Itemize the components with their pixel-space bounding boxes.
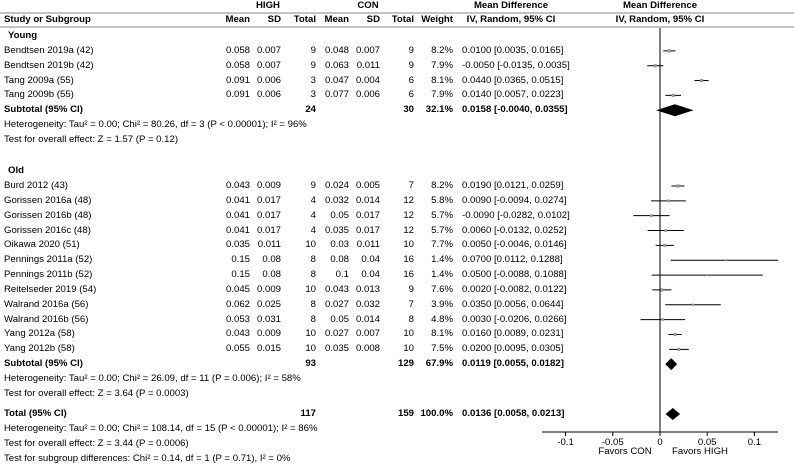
sd-con: 0.011 <box>356 239 380 251</box>
subgroup-heterogeneity: Heterogeneity: Tau² = 0.00; Chi² = 26.09, df = 11 (P = 0.006); I² = 58% <box>4 373 301 385</box>
study-point-marker <box>663 244 666 247</box>
mean-difference-ci: 0.0030 [-0.0206, 0.0266] <box>462 313 567 325</box>
sd-high: 0.006 <box>256 89 281 101</box>
study-point-marker <box>673 333 676 336</box>
weight-cell: 8.2% <box>431 44 453 56</box>
x-tick-label: -0.05 <box>601 437 624 448</box>
subtotal-total-con: 30 <box>403 104 414 116</box>
total-ci: 0.0136 [0.0058, 0.0213] <box>462 408 565 419</box>
mean-high: 0.091 <box>225 89 250 101</box>
total-con: 16 <box>403 254 414 266</box>
mean-con: 0.048 <box>324 44 349 56</box>
mean-con: 0.035 <box>324 224 349 236</box>
study-name: Yang 2012b (58) <box>4 343 75 355</box>
weight-cell: 1.4% <box>431 254 453 266</box>
subgroup-overall-effect: Test for overall effect: Z = 3.64 (P = 0.0003) <box>4 387 189 399</box>
total-n-con: 159 <box>397 408 414 419</box>
mean-high: 0.091 <box>225 74 250 86</box>
total-high: 8 <box>310 254 316 266</box>
total-con: 12 <box>403 224 414 236</box>
sd-con: 0.007 <box>355 44 380 56</box>
mean-con: 0.027 <box>324 328 349 340</box>
total-high: 9 <box>310 59 316 71</box>
weight-cell: 1.4% <box>431 269 453 281</box>
study-point-marker <box>660 288 663 291</box>
study-name: Tang 2009b (55) <box>4 89 74 101</box>
mean-con: 0.03 <box>330 239 349 251</box>
x-tick-label: 0.1 <box>747 437 762 448</box>
mean-difference-ci: 0.0500 [-0.0088, 0.1088] <box>462 269 567 281</box>
mean-high: 0.058 <box>225 59 250 71</box>
sd-con: 0.04 <box>361 254 380 266</box>
subtotal-label: Subtotal (95% CI) <box>4 358 83 370</box>
weight-cell: 7.6% <box>431 283 453 295</box>
header-total-con: Total <box>391 14 414 25</box>
subtotal-diamond <box>665 358 677 370</box>
sd-con: 0.007 <box>355 328 380 340</box>
sd-con: 0.017 <box>355 209 380 221</box>
total-con: 9 <box>408 283 414 295</box>
total-high: 8 <box>310 313 316 325</box>
study-name: Oikawa 2020 (51) <box>4 239 80 251</box>
favors-con-label: Favors CON <box>598 446 652 457</box>
total-weight: 100.0% <box>420 408 453 419</box>
mean-difference-ci: 0.0190 [0.0121, 0.0259] <box>462 179 564 191</box>
mean-high: 0.15 <box>231 254 250 266</box>
sd-con: 0.006 <box>355 89 380 101</box>
total-high: 9 <box>310 179 316 191</box>
mean-con: 0.047 <box>324 74 349 86</box>
mean-difference-ci: 0.0050 [-0.0046, 0.0146] <box>462 239 567 251</box>
weight-cell: 8.1% <box>431 328 453 340</box>
study-name: Yang 2012a (58) <box>4 328 75 340</box>
mean-difference-ci: 0.0100 [0.0035, 0.0165] <box>462 44 564 56</box>
mean-con: 0.077 <box>324 89 349 101</box>
mean-high: 0.058 <box>225 44 250 56</box>
x-tick-label: -0.1 <box>557 437 574 448</box>
sd-con: 0.004 <box>355 74 380 86</box>
sd-con: 0.005 <box>355 179 380 191</box>
sd-con: 0.032 <box>355 298 380 310</box>
weight-cell: 5.7% <box>431 224 453 236</box>
mean-difference-ci: 0.0090 [-0.0094, 0.0274] <box>462 194 567 206</box>
sd-high: 0.017 <box>256 209 281 221</box>
mean-con: 0.063 <box>324 59 349 71</box>
study-point-marker <box>692 304 694 306</box>
total-con: 10 <box>403 239 414 251</box>
weight-cell: 5.7% <box>431 209 453 221</box>
total-high: 4 <box>310 224 316 236</box>
sd-high: 0.031 <box>256 313 281 325</box>
total-high: 8 <box>310 269 316 281</box>
header-mean-con: Mean <box>324 14 349 25</box>
sd-high: 0.009 <box>256 179 281 191</box>
study-name: Bendtsen 2019a (42) <box>4 44 94 56</box>
subtotal-weight: 67.9% <box>425 358 453 370</box>
total-diamond <box>665 408 680 420</box>
mean-high: 0.053 <box>225 313 250 325</box>
total-con: 9 <box>408 59 414 71</box>
weight-cell: 3.9% <box>431 298 453 310</box>
sd-con: 0.013 <box>355 283 380 295</box>
mean-con: 0.035 <box>324 343 349 355</box>
weight-cell: 8.1% <box>431 74 453 86</box>
weight-cell: 8.2% <box>431 179 453 191</box>
study-name: Reitelseder 2019 (54) <box>4 283 97 295</box>
sd-high: 0.025 <box>256 298 281 310</box>
study-point-marker <box>677 348 680 351</box>
total-high: 4 <box>310 209 316 221</box>
total-high: 8 <box>310 298 316 310</box>
header-sd-high: SD <box>267 14 281 25</box>
study-name: Bendtsen 2019b (42) <box>4 59 94 71</box>
mean-difference-ci: 0.0060 [-0.0132, 0.0252] <box>462 224 567 236</box>
subtotal-ci: 0.0158 [-0.0040, 0.0355] <box>462 104 568 116</box>
sd-high: 0.015 <box>256 343 281 355</box>
sd-con: 0.017 <box>355 224 380 236</box>
total-con: 7 <box>408 179 414 191</box>
study-point-marker <box>700 79 703 82</box>
total-high: 10 <box>305 283 316 295</box>
total-high: 10 <box>305 328 316 340</box>
sd-con: 0.014 <box>355 313 380 325</box>
sd-con: 0.011 <box>356 59 380 71</box>
sd-high: 0.08 <box>262 269 281 281</box>
total-con: 6 <box>408 89 414 101</box>
subtotal-diamond <box>656 104 693 116</box>
subgroup-title: Old <box>8 165 24 177</box>
total-con: 12 <box>403 209 414 221</box>
mean-high: 0.035 <box>225 239 250 251</box>
header-plot-md-subtitle: IV, Random, 95% CI <box>615 14 705 25</box>
subtotal-total-high: 93 <box>305 358 316 370</box>
sd-con: 0.04 <box>361 269 380 281</box>
mean-con: 0.032 <box>324 194 349 206</box>
mean-difference-ci: 0.0700 [0.0112, 0.1288] <box>462 254 563 266</box>
sd-high: 0.011 <box>257 239 281 251</box>
header-mean-difference: Mean Difference <box>473 0 549 11</box>
study-point-marker <box>676 184 679 187</box>
study-point-marker <box>664 229 667 232</box>
mean-high: 0.041 <box>225 209 250 221</box>
mean-con: 0.027 <box>324 298 349 310</box>
mean-difference-ci: 0.0160 [0.0089, 0.0231] <box>462 328 564 340</box>
total-heterogeneity: Heterogeneity: Tau² = 0.00; Chi² = 108.14, df = 15 (P < 0.00001); I² = 86% <box>4 423 318 434</box>
mean-difference-ci: 0.0440 [0.0365, 0.0515] <box>462 74 564 86</box>
mean-high: 0.041 <box>225 194 250 206</box>
study-name: Tang 2009a (55) <box>4 74 74 86</box>
mean-con: 0.043 <box>324 283 349 295</box>
weight-cell: 5.8% <box>431 194 453 206</box>
total-high: 3 <box>310 89 316 101</box>
weight-cell: 4.8% <box>431 313 453 325</box>
header-study: Study or Subgroup <box>4 14 91 25</box>
weight-cell: 7.9% <box>431 89 453 101</box>
study-name: Burd 2012 (43) <box>4 179 68 191</box>
study-point-marker <box>668 49 671 52</box>
subtotal-ci: 0.0119 [0.0055, 0.0182] <box>462 358 564 370</box>
total-high: 4 <box>310 194 316 206</box>
header-group-con: CON <box>357 0 379 11</box>
subgroup-heterogeneity: Heterogeneity: Tau² = 0.00; Chi² = 80.26, df = 3 (P < 0.00001); I² = 96% <box>4 119 307 131</box>
mean-difference-ci: -0.0050 [-0.0135, 0.0035] <box>462 59 570 71</box>
study-point-marker <box>654 64 657 67</box>
subgroup-overall-effect: Test for overall effect: Z = 1.57 (P = 0.12) <box>4 133 179 145</box>
header-group-high: HIGH <box>256 0 280 11</box>
total-con: 10 <box>403 328 414 340</box>
weight-cell: 7.7% <box>431 239 453 251</box>
weight-cell: 7.5% <box>431 343 453 355</box>
mean-con: 0.05 <box>330 209 349 221</box>
sd-high: 0.007 <box>256 44 281 56</box>
total-high: 10 <box>305 343 316 355</box>
subgroup-differences-test: Test for subgroup differences: Chi² = 0.14, df = 1 (P = 0.71), I² = 0% <box>4 453 291 464</box>
study-name: Walrand 2016a (56) <box>4 298 89 310</box>
mean-difference-ci: 0.0200 [0.0095, 0.0305] <box>462 343 564 355</box>
study-point-marker <box>672 94 675 97</box>
mean-high: 0.045 <box>225 283 250 295</box>
study-name: Pennings 2011b (52) <box>4 269 93 281</box>
sd-con: 0.014 <box>355 194 380 206</box>
study-point-marker <box>650 214 653 217</box>
study-name: Pennings 2011a (52) <box>4 254 93 266</box>
sd-high: 0.017 <box>256 194 281 206</box>
x-tick-label: 0 <box>657 437 663 448</box>
study-name: Walrand 2016b (56) <box>4 313 89 325</box>
mean-high: 0.055 <box>225 343 250 355</box>
study-point-marker <box>667 199 670 202</box>
sd-high: 0.009 <box>256 283 281 295</box>
subtotal-label: Subtotal (95% CI) <box>4 104 83 116</box>
mean-con: 0.024 <box>324 179 349 191</box>
mean-difference-ci: 0.0350 [0.0056, 0.0644] <box>462 298 564 310</box>
total-con: 9 <box>408 44 414 56</box>
sd-high: 0.007 <box>256 59 281 71</box>
study-point-marker <box>725 259 727 261</box>
subgroup-title: Young <box>8 30 38 41</box>
total-overall-effect: Test for overall effect: Z = 3.44 (P = 0.0006) <box>4 438 189 449</box>
total-high: 3 <box>310 74 316 86</box>
total-con: 8 <box>408 313 414 325</box>
mean-difference-ci: 0.0140 [0.0057, 0.0223] <box>462 89 564 101</box>
header-sd-con: SD <box>366 14 380 25</box>
study-point-marker <box>706 274 708 276</box>
header-plot-mean-difference: Mean Difference <box>622 0 698 11</box>
mean-high: 0.15 <box>231 269 250 281</box>
subtotal-total-con: 129 <box>397 358 414 370</box>
mean-con: 0.05 <box>330 313 349 325</box>
mean-high: 0.062 <box>225 298 250 310</box>
mean-high: 0.041 <box>225 224 250 236</box>
total-con: 16 <box>403 269 414 281</box>
total-high: 10 <box>305 239 316 251</box>
sd-high: 0.006 <box>256 74 281 86</box>
sd-high: 0.017 <box>256 224 281 236</box>
study-name: Gorissen 2016a (48) <box>4 194 92 206</box>
mean-difference-ci: 0.0020 [-0.0082, 0.0122] <box>462 283 567 295</box>
mean-con: 0.08 <box>330 254 349 266</box>
header-total-high: Total <box>293 14 316 25</box>
sd-con: 0.008 <box>355 343 380 355</box>
weight-cell: 7.9% <box>431 59 453 71</box>
total-con: 6 <box>408 74 414 86</box>
subtotal-total-high: 24 <box>305 104 316 116</box>
subtotal-weight: 32.1% <box>425 104 453 116</box>
mean-high: 0.043 <box>225 328 250 340</box>
total-n-high: 117 <box>300 408 316 419</box>
mean-high: 0.043 <box>225 179 250 191</box>
study-point-marker <box>662 318 665 321</box>
x-tick-label: 0.05 <box>697 437 717 448</box>
total-con: 10 <box>403 343 414 355</box>
total-con: 12 <box>403 194 414 206</box>
sd-high: 0.08 <box>262 254 281 266</box>
header-md-subtitle: IV, Random, 95% CI <box>466 14 556 25</box>
mean-difference-ci: -0.0090 [-0.0282, 0.0102] <box>462 209 570 221</box>
header-weight: Weight <box>421 14 453 25</box>
total-label: Total (95% CI) <box>4 408 67 419</box>
total-high: 9 <box>310 44 316 56</box>
favors-high-label: Favors HIGH <box>672 446 728 457</box>
study-name: Gorissen 2016c (48) <box>4 224 91 236</box>
sd-high: 0.009 <box>256 328 281 340</box>
mean-con: 0.1 <box>335 269 349 281</box>
header-mean-high: Mean <box>225 14 250 25</box>
study-name: Gorissen 2016b (48) <box>4 209 92 221</box>
total-con: 7 <box>408 298 414 310</box>
